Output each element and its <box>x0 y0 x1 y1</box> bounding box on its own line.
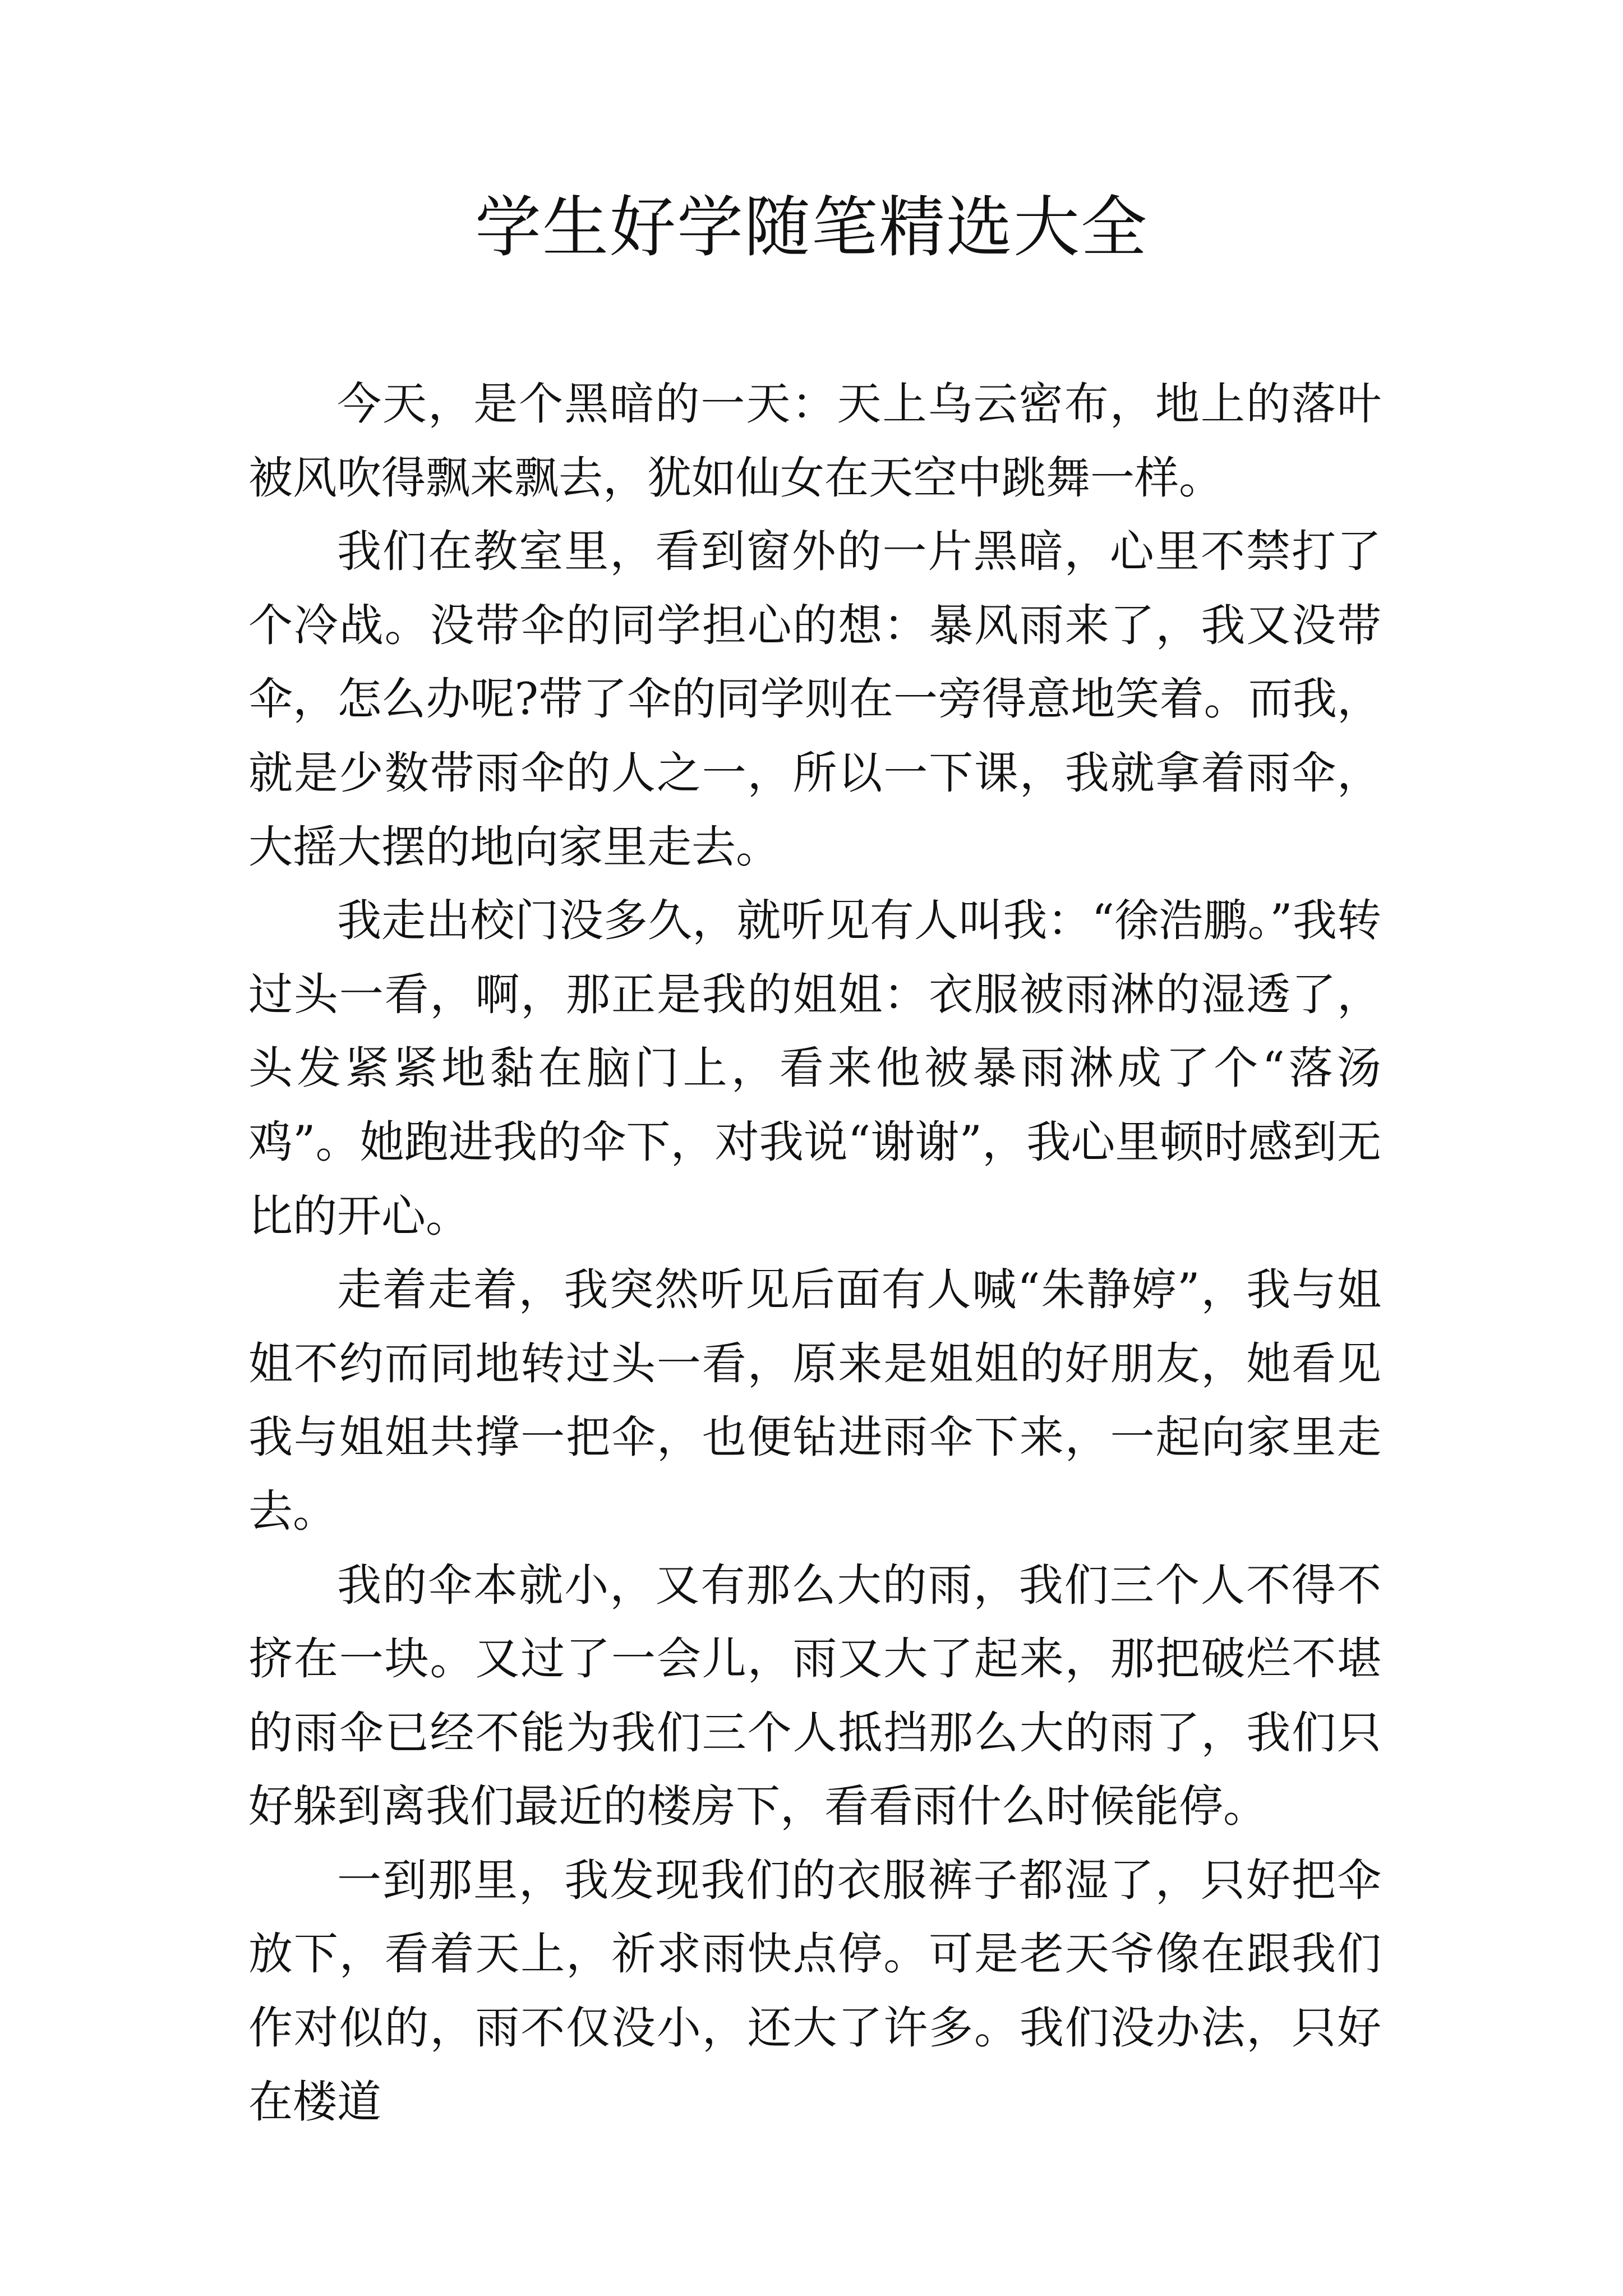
document-title: 学生好学随笔精选大全 <box>474 188 1148 266</box>
paragraph: 我们在教室里，看到窗外的一片黑暗，心里不禁打了个冷战。没带伞的同学担心的想：暴风雨来了，我又没带伞，怎么办呢?带了伞的同学则在一旁得意地笑着。而我，就是少数带雨伞的人之一，所以一下课，我就拿着雨伞，大摇大摆的地向家里走去。 <box>248 526 1381 873</box>
paragraph: 走着走着，我突然听见后面有人喊“朱静婷”，我与姐姐不约而同地转过头一看，原来是姐姐的好朋友，她看见我与姐姐共撑一把伞，也便钻进雨伞下来，一起向家里走去。 <box>248 1264 1381 1537</box>
document-body <box>248 367 1381 2139</box>
paragraph: 我的伞本就小，又有那么大的雨，我们三个人不得不挤在一块。又过了一会儿，雨又大了起来，那把破烂不堪的雨伞已经不能为我们三个人抵挡那么大的雨了，我们只好躲到离我们最近的楼房下，看看雨什么时候能停。 <box>248 1559 1381 1833</box>
paragraph: 今天，是个黑暗的一天：天上乌云密布，地上的落叶被风吹得飘来飘去，犹如仙女在天空中跳舞一样。 <box>248 378 1381 504</box>
paragraph: 一到那里，我发现我们的衣服裤子都湿了，只好把伞放下，看着天上，祈求雨快点停。可是老天爷像在跟我们作对似的，雨不仅没小，还大了许多。我们没办法，只好在楼道 <box>248 1854 1381 2128</box>
paragraph: 我走出校门没多久，就听见有人叫我：“徐浩鹏。”我转过头一看，啊，那正是我的姐姐：衣服被雨淋的湿透了，头发紧紧地黏在脑门上，看来他被暴雨淋成了个“落汤鸡”。她跑进我的伞下，对我说“谢谢”，我心里顿时感到无比的开心。 <box>248 895 1381 1242</box>
